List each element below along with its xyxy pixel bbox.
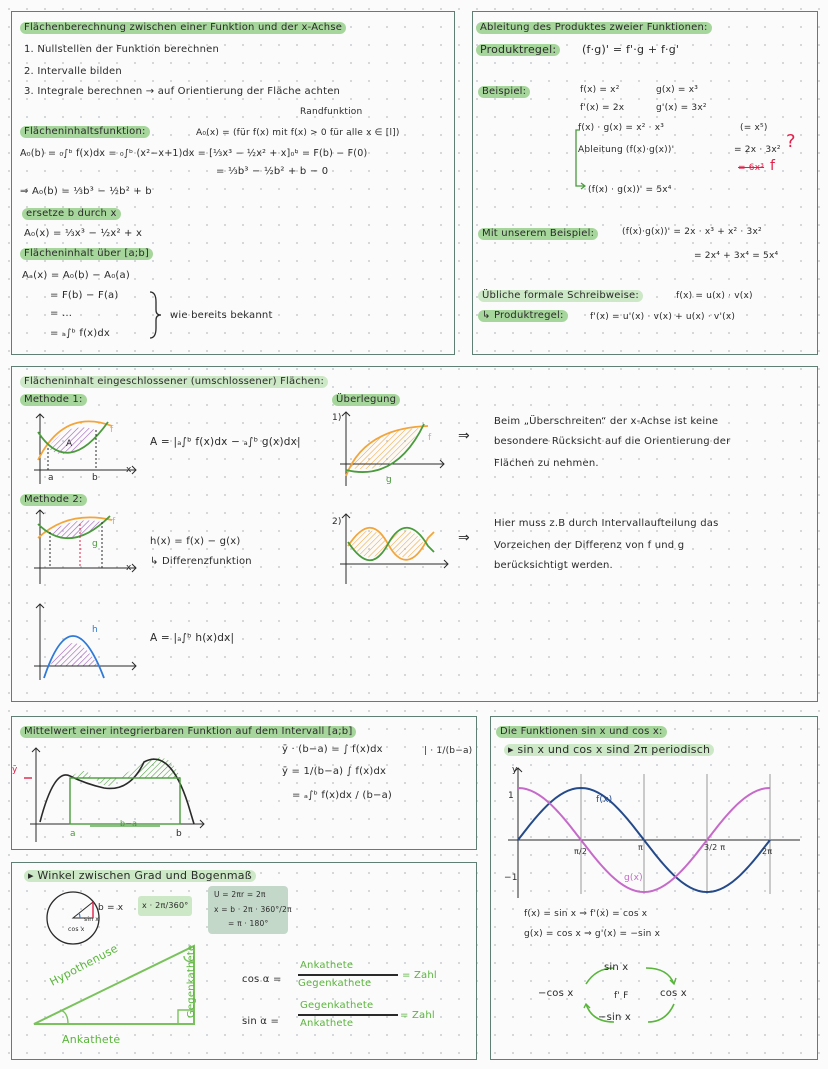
step-1: 1. Nullstellen der Funktion berechnen <box>24 44 220 55</box>
graph1-b-label: b <box>92 473 98 483</box>
mit-beispiel-eq2: = 2x⁴ + 3x⁴ = 5x⁴ <box>694 251 779 261</box>
graph1-A-label: A <box>66 439 73 449</box>
gegenkathete-label: Gegenkathete <box>186 944 197 1018</box>
sin-label: f(x) <box>596 795 613 805</box>
ue1-f-label: f <box>428 433 432 443</box>
cos-rhs: = Zahl <box>402 970 437 981</box>
graph2-f-label: f <box>112 517 116 527</box>
cos-den: Gegenkathete <box>298 978 372 989</box>
graph-methode-2 <box>24 506 144 586</box>
section-flaechenberechnung <box>11 11 455 355</box>
section-title-sin-cos: Die Funktionen sin x und cos x: <box>496 726 667 738</box>
hypothenuse-label: Hypothenuse <box>47 941 121 989</box>
flaecheninhaltsfunktion-def: A₀(x) = (für f(x) mit f(x) > 0 für alle x ∈ [l]) <box>196 128 400 138</box>
formula-line-2: = ⅓b³ − ½b² + b − 0 <box>216 166 329 177</box>
bx-label: b = x <box>98 903 124 913</box>
cycle-mid: f' F <box>614 991 629 1001</box>
beispiel-label: Beispiel: <box>478 86 530 98</box>
example-wrong-1: = 2x · 3x² <box>734 145 781 155</box>
produktregel-label: Produktregel: <box>476 44 560 56</box>
methode-2-diff: ↳ Differenzfunktion <box>150 556 252 567</box>
section-title-winkel: ▸ Winkel zwischen Grad und Bogenmaß <box>24 870 256 882</box>
formula-line-3: ⇒ A₀(b) = ⅓b³ − ½b² + b <box>20 186 152 197</box>
mittelwert-eq-3: = ₐ∫ᵇ f(x)dx / (b−a) <box>292 790 393 801</box>
mittelwert-b-label: b <box>176 829 182 839</box>
sin-fraction-bar <box>298 1014 398 1016</box>
ue1-g-label: g <box>386 475 392 485</box>
produktregel-formula: (f·g)' = f'·g + f·g' <box>582 43 680 56</box>
tick-pi-half: π/2 <box>574 847 588 856</box>
explanation-1-line-3: Flächen zu nehmen. <box>494 458 599 469</box>
graph-ueberlegung-1 <box>336 408 456 488</box>
graph2-x-label: x <box>126 563 132 573</box>
tick-3pi-half: 3/2 π <box>704 843 726 852</box>
mittelwert-bma-label: b−a <box>120 819 138 828</box>
produktregel2-formula: f'(x) = u'(x) · v(x) + u(x) · v'(x) <box>590 312 736 322</box>
methode-2-h: h(x) = f(x) − g(x) <box>150 536 241 547</box>
graph-ueberlegung-2 <box>336 510 456 586</box>
cycle-cos: cos x <box>660 988 687 999</box>
deriv-cos: g(x) = cos x ⇒ g'(x) = −sin x <box>524 929 661 939</box>
example-f-prime: f'(x) = 2x <box>580 103 625 113</box>
explanation-2-line-1: Hier muss z.B durch Intervallaufteilung das <box>494 518 719 529</box>
section-title-mittelwert: Mittelwert einer integrierbaren Funktion auf dem Intervall [a;b] <box>20 726 356 738</box>
mittelwert-eq-2: ȳ = 1/(b−a) ∫ f(x)dx <box>282 766 387 777</box>
conv-2a: U = 2πr = 2π <box>214 890 266 899</box>
explanation-1-line-1: Beim „Überschreiten“ der x-Achse ist keine <box>494 416 719 427</box>
mittelwert-eq-1: ȳ · (b−a) = ∫ f(x)dx <box>282 744 383 755</box>
example-product-result: (= x⁵) <box>740 123 768 133</box>
formula-line-7: = … <box>50 308 73 319</box>
flaecheninhaltsfunktion-label: Flächeninhaltsfunktion: <box>20 126 150 138</box>
explanation-2-line-2: Vorzeichen der Differenz von f und g <box>494 540 685 551</box>
graph1-x-label: x <box>126 465 132 475</box>
sin-cos-y-label: y <box>512 765 518 775</box>
graph-methode-3 <box>24 600 144 682</box>
cycle-mcos: −cos x <box>538 988 574 999</box>
mittelwert-a-label: a <box>70 829 76 839</box>
mit-beispiel-eq: (f(x)·g(x))' = 2x · x³ + x² · 3x² <box>622 227 762 237</box>
example-product: f(x) · g(x) = x² · x³ <box>578 123 665 133</box>
tick-pi: π <box>638 843 644 852</box>
example-g: g(x) = x³ <box>656 85 699 95</box>
formula-line-6: = F(b) − F(a) <box>50 290 119 301</box>
bekannt-note: wie bereits bekannt <box>170 310 273 321</box>
ueberlegung-1-label: 1) <box>332 413 342 423</box>
section-title-produktregel: Ableitung des Produktes zweier Funktionen: <box>476 22 712 34</box>
formula-line-5: Aₐ(x) = A₀(b) − A₀(a) <box>22 270 130 281</box>
graph-sin-cos <box>504 764 804 900</box>
cycle-sin: sin x <box>604 962 629 973</box>
cos-label: g(x) <box>624 873 643 883</box>
sin-cos-periodic: ▸ sin x und cos x sind 2π periodisch <box>504 744 714 756</box>
sin-cos-one-label: 1 <box>508 791 514 801</box>
ueblich-eq: f(x) = u(x) · v(x) <box>676 291 753 301</box>
methode-1-formula: A = |ₐ∫ᵇ f(x)dx − ₐ∫ᵇ g(x)dx| <box>150 436 301 448</box>
example-g-prime: g'(x) = 3x² <box>656 103 707 113</box>
cos-num: Ankathete <box>300 960 354 971</box>
example-f: f(x) = x² <box>580 85 620 95</box>
example-correct: (f(x) · g(x))' = 5x⁴ <box>588 185 672 195</box>
arrow-2: ⇒ <box>458 530 470 546</box>
section-produktregel <box>472 11 818 355</box>
cycle-msin: −sin x <box>598 1012 632 1023</box>
graph1-f-label: f <box>110 425 114 435</box>
conv-1: x · 2π/360° <box>138 896 192 916</box>
section-title-eingeschlossen: Flächeninhalt eingeschlossener (umschlossener) Flächen: <box>20 376 328 388</box>
sin-rhs: = Zahl <box>400 1010 435 1021</box>
cos-small-label: cos x <box>68 926 85 933</box>
ueberlegung-2-label: 2) <box>332 517 342 527</box>
flaecheninhalt-ab-label: Flächeninhalt über [a;b] <box>20 248 153 260</box>
ankathete-label: Ankathete <box>62 1033 121 1046</box>
example-wrong-mark: f <box>770 158 776 174</box>
mit-beispiel-label: Mit unserem Beispiel: <box>478 228 598 240</box>
conv-2c: = π · 180° <box>228 919 269 928</box>
deriv-sin: f(x) = sin x ⇒ f'(x) = cos x <box>524 909 648 919</box>
step-2: 2. Intervalle bilden <box>24 66 122 77</box>
sin-num: Gegenkathete <box>300 1000 374 1011</box>
conv-2b: x = b · 2π · 360°/2π <box>214 905 292 914</box>
step-3: 3. Integrale berechnen → auf Orientierung der Fläche achten <box>24 86 341 97</box>
cos-lhs: cos α = <box>242 974 282 985</box>
cos-fraction-bar <box>298 974 398 976</box>
example-wrong-2: = 6x³ <box>738 163 765 173</box>
graph3-h-label: h <box>92 625 98 635</box>
sin-lhs: sin α = <box>242 1016 280 1027</box>
bracket-arrow <box>572 128 588 192</box>
sin-small-label: sin x <box>84 916 100 923</box>
randfunktion-note: Randfunktion <box>300 107 363 117</box>
explanation-1-line-2: besondere Rücksicht auf die Orientierung der <box>494 436 731 447</box>
formula-line-1: A₀(b) = ₀∫ᵇ f(x)dx = ₀∫ᵇ (x²−x+1)dx = [⅓x³ − ½x² + x]₀ᵇ = F(b) − F(0) <box>20 148 368 159</box>
sin-cos-mone-label: −1 <box>504 873 518 883</box>
tick-2pi: 2π <box>762 847 773 856</box>
methode-2-label: Methode 2: <box>20 494 87 506</box>
formula-line-8: = ₐ∫ᵇ f(x)dx <box>50 328 111 339</box>
explanation-2-line-3: berücksichtigt werden. <box>494 560 613 571</box>
graph1-a-label: a <box>48 473 54 483</box>
produktregel2-label: ↳ Produktregel: <box>478 310 568 322</box>
curly-brace <box>148 290 162 340</box>
graph2-g-label: g <box>92 539 98 549</box>
arrow-1: ⇒ <box>458 428 470 444</box>
sin-den: Ankathete <box>300 1018 354 1029</box>
ersetze-note: ersetze b durch x <box>22 208 121 220</box>
ybar-label: ȳ <box>12 765 18 775</box>
methode-1-label: Methode 1: <box>20 394 87 406</box>
methode-3-formula: A = |ₐ∫ᵇ h(x)dx| <box>150 632 235 644</box>
section-title-flaechenberechnung: Flächenberechnung zwischen einer Funktion und der x-Achse <box>20 22 346 34</box>
question-mark: ? <box>786 131 796 152</box>
ueberlegung-label: Überlegung <box>332 394 400 406</box>
formula-line-4: A₀(x) = ⅓x³ − ½x² + x <box>24 228 143 239</box>
mittelwert-eq-1b: | · 1/(b−a) <box>424 746 473 756</box>
ueblich-label: Übliche formale Schreibweise: <box>478 290 643 302</box>
example-ableitung: Ableitung (f(x)·g(x))' <box>578 145 675 155</box>
